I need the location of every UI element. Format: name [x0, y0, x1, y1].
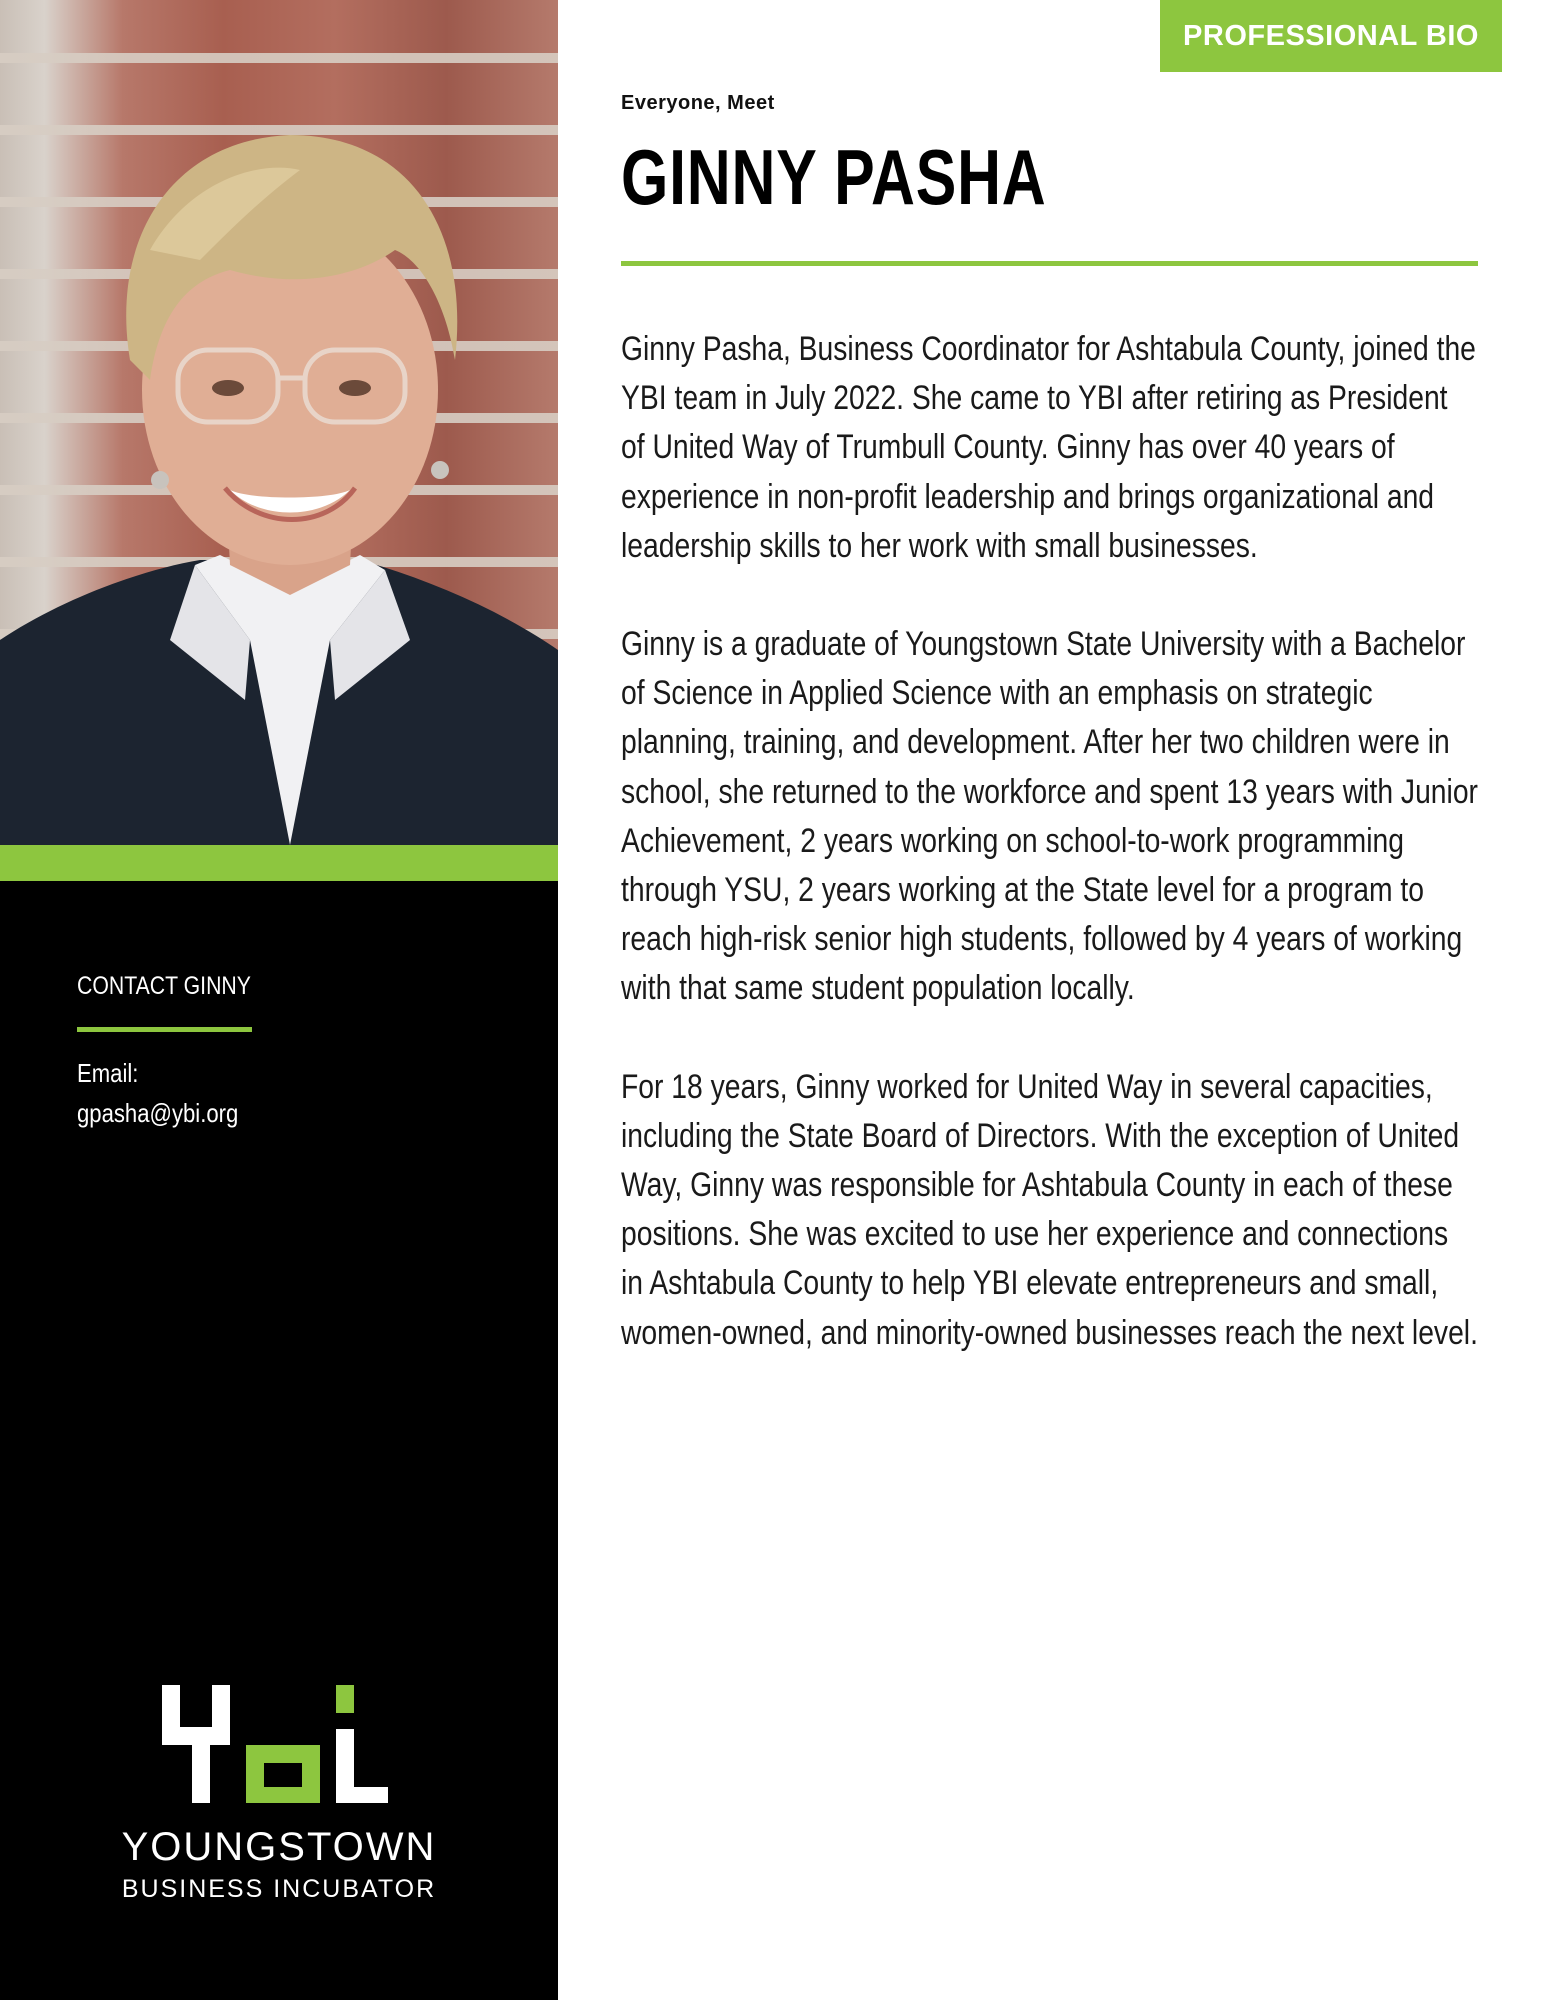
- logo-name: YOUNGSTOWN: [121, 1825, 437, 1869]
- portrait-photo: [0, 0, 558, 845]
- logo-subtitle: BUSINESS INCUBATOR: [121, 1875, 437, 1903]
- portrait-illustration: [0, 0, 558, 845]
- bio-paragraph: Ginny Pasha, Business Coordinator for Ashtabula County, joined the YBI team in July 2022. She came to YBI after retiring as President of United Way of Trumbull County. Ginny has over 40 years of experience in non-profit leadership and brings organizational and leadership skills to her work with small businesses.: [621, 330, 1476, 565]
- bio-paragraph: For 18 years, Ginny worked for United Way in several capacities, including the State Board of Directors. With the exception of United Way, Ginny was responsible for Ashtabula County in each of these positions. She was excited to use her experience and connections in Ashtabula County to help YBI elevate entrepreneurs and small, women-owned, and minority-owned businesses reach the next level.: [621, 1067, 1478, 1352]
- sidebar: [0, 0, 558, 2000]
- bio-paragraph: Ginny is a graduate of Youngstown State University with a Bachelor of Science in Applied Science with an emphasis on strategic planning, training, and development. After her two children were in school, she returned to the workforce and spent 13 years with Junior Achievement, 2 years working on school-to-work programming through YSU, 2 years working at the State level for a program to reach high-risk senior high students, followed by 4 years of working with that same student population locally.: [621, 625, 1478, 1008]
- contact-title: CONTACT GINNY: [77, 972, 251, 1000]
- title-divider: [621, 261, 1478, 266]
- bio-body: [621, 325, 1478, 1407]
- photo-accent-stripe: [0, 845, 558, 881]
- page-title: GINNY PASHA: [621, 133, 1047, 221]
- email-link[interactable]: gpasha@ybi.org: [77, 1098, 239, 1128]
- intro-text: Everyone, Meet: [621, 92, 775, 114]
- contact-divider: [77, 1027, 252, 1032]
- ybi-logo-icon: [160, 1685, 390, 1803]
- email-label: Email:: [77, 1058, 139, 1088]
- professional-bio-badge: PROFESSIONAL BIO: [1160, 0, 1502, 72]
